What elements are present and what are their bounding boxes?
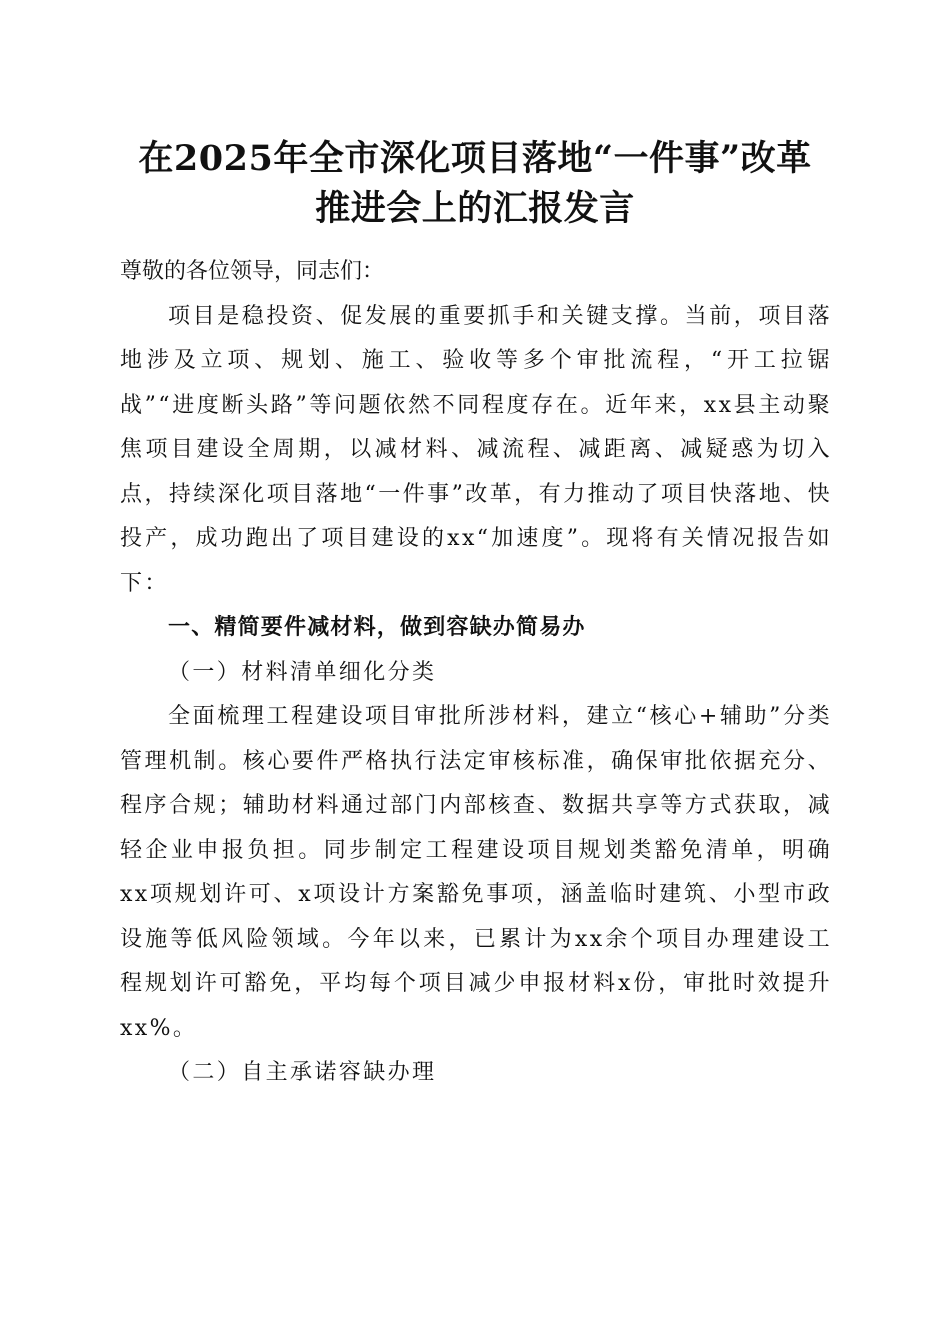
salutation: 尊敬的各位领导，同志们： bbox=[120, 259, 385, 284]
section-heading-1: 一、精简要件减材料，做到容缺办简易办 bbox=[168, 615, 586, 640]
intro-paragraph: 项目是稳投资、促发展的重要抓手和关键支撑。当前，项目落地涉及立项、规划、施工、验收等多个审批流程，“开工拉锯战”“进度断头路”等问题依然不同程度存在。近年来，xx县主动聚焦项目建设全周期，以减材料、减流程、减距离、减疑惑为切入点，持续深化项目落地“一件事”改革，有力推动了项目快落地、快投产，成功跑出了项目建设的xx“加速度”。现将有关情况报告如下： bbox=[120, 303, 832, 596]
subsection-1-paragraph: 全面梳理工程建设项目审批所涉材料，建立“核心+辅助”分类管理机制。核心要件严格执行法定审核标准，确保审批依据充分、程序合规；辅助材料通过部门内部核查、数据共享等方式获取，减轻企业申报负担。同步制定工程建设项目规划类豁免清单，明确xx项规划许可、x项设计方案豁免事项，涵盖临时建筑、小型市政设施等低风险领域。今年以来，已累计为xx余个项目办理建设工程规划许可豁免，平均每个项目减少申报材料x份，审批时效提升xx%。 bbox=[120, 704, 832, 1041]
subsection-heading-2: （二）自主承诺容缺办理 bbox=[168, 1060, 437, 1085]
title-line-1: 在2025年全市深化项目落地“一件事”改革 bbox=[138, 138, 812, 179]
title-line-2: 推进会上的汇报发言 bbox=[315, 188, 635, 229]
document-title bbox=[100, 134, 850, 234]
subsection-heading-1: （一）材料清单细化分类 bbox=[168, 659, 437, 685]
document-body bbox=[120, 250, 832, 1096]
